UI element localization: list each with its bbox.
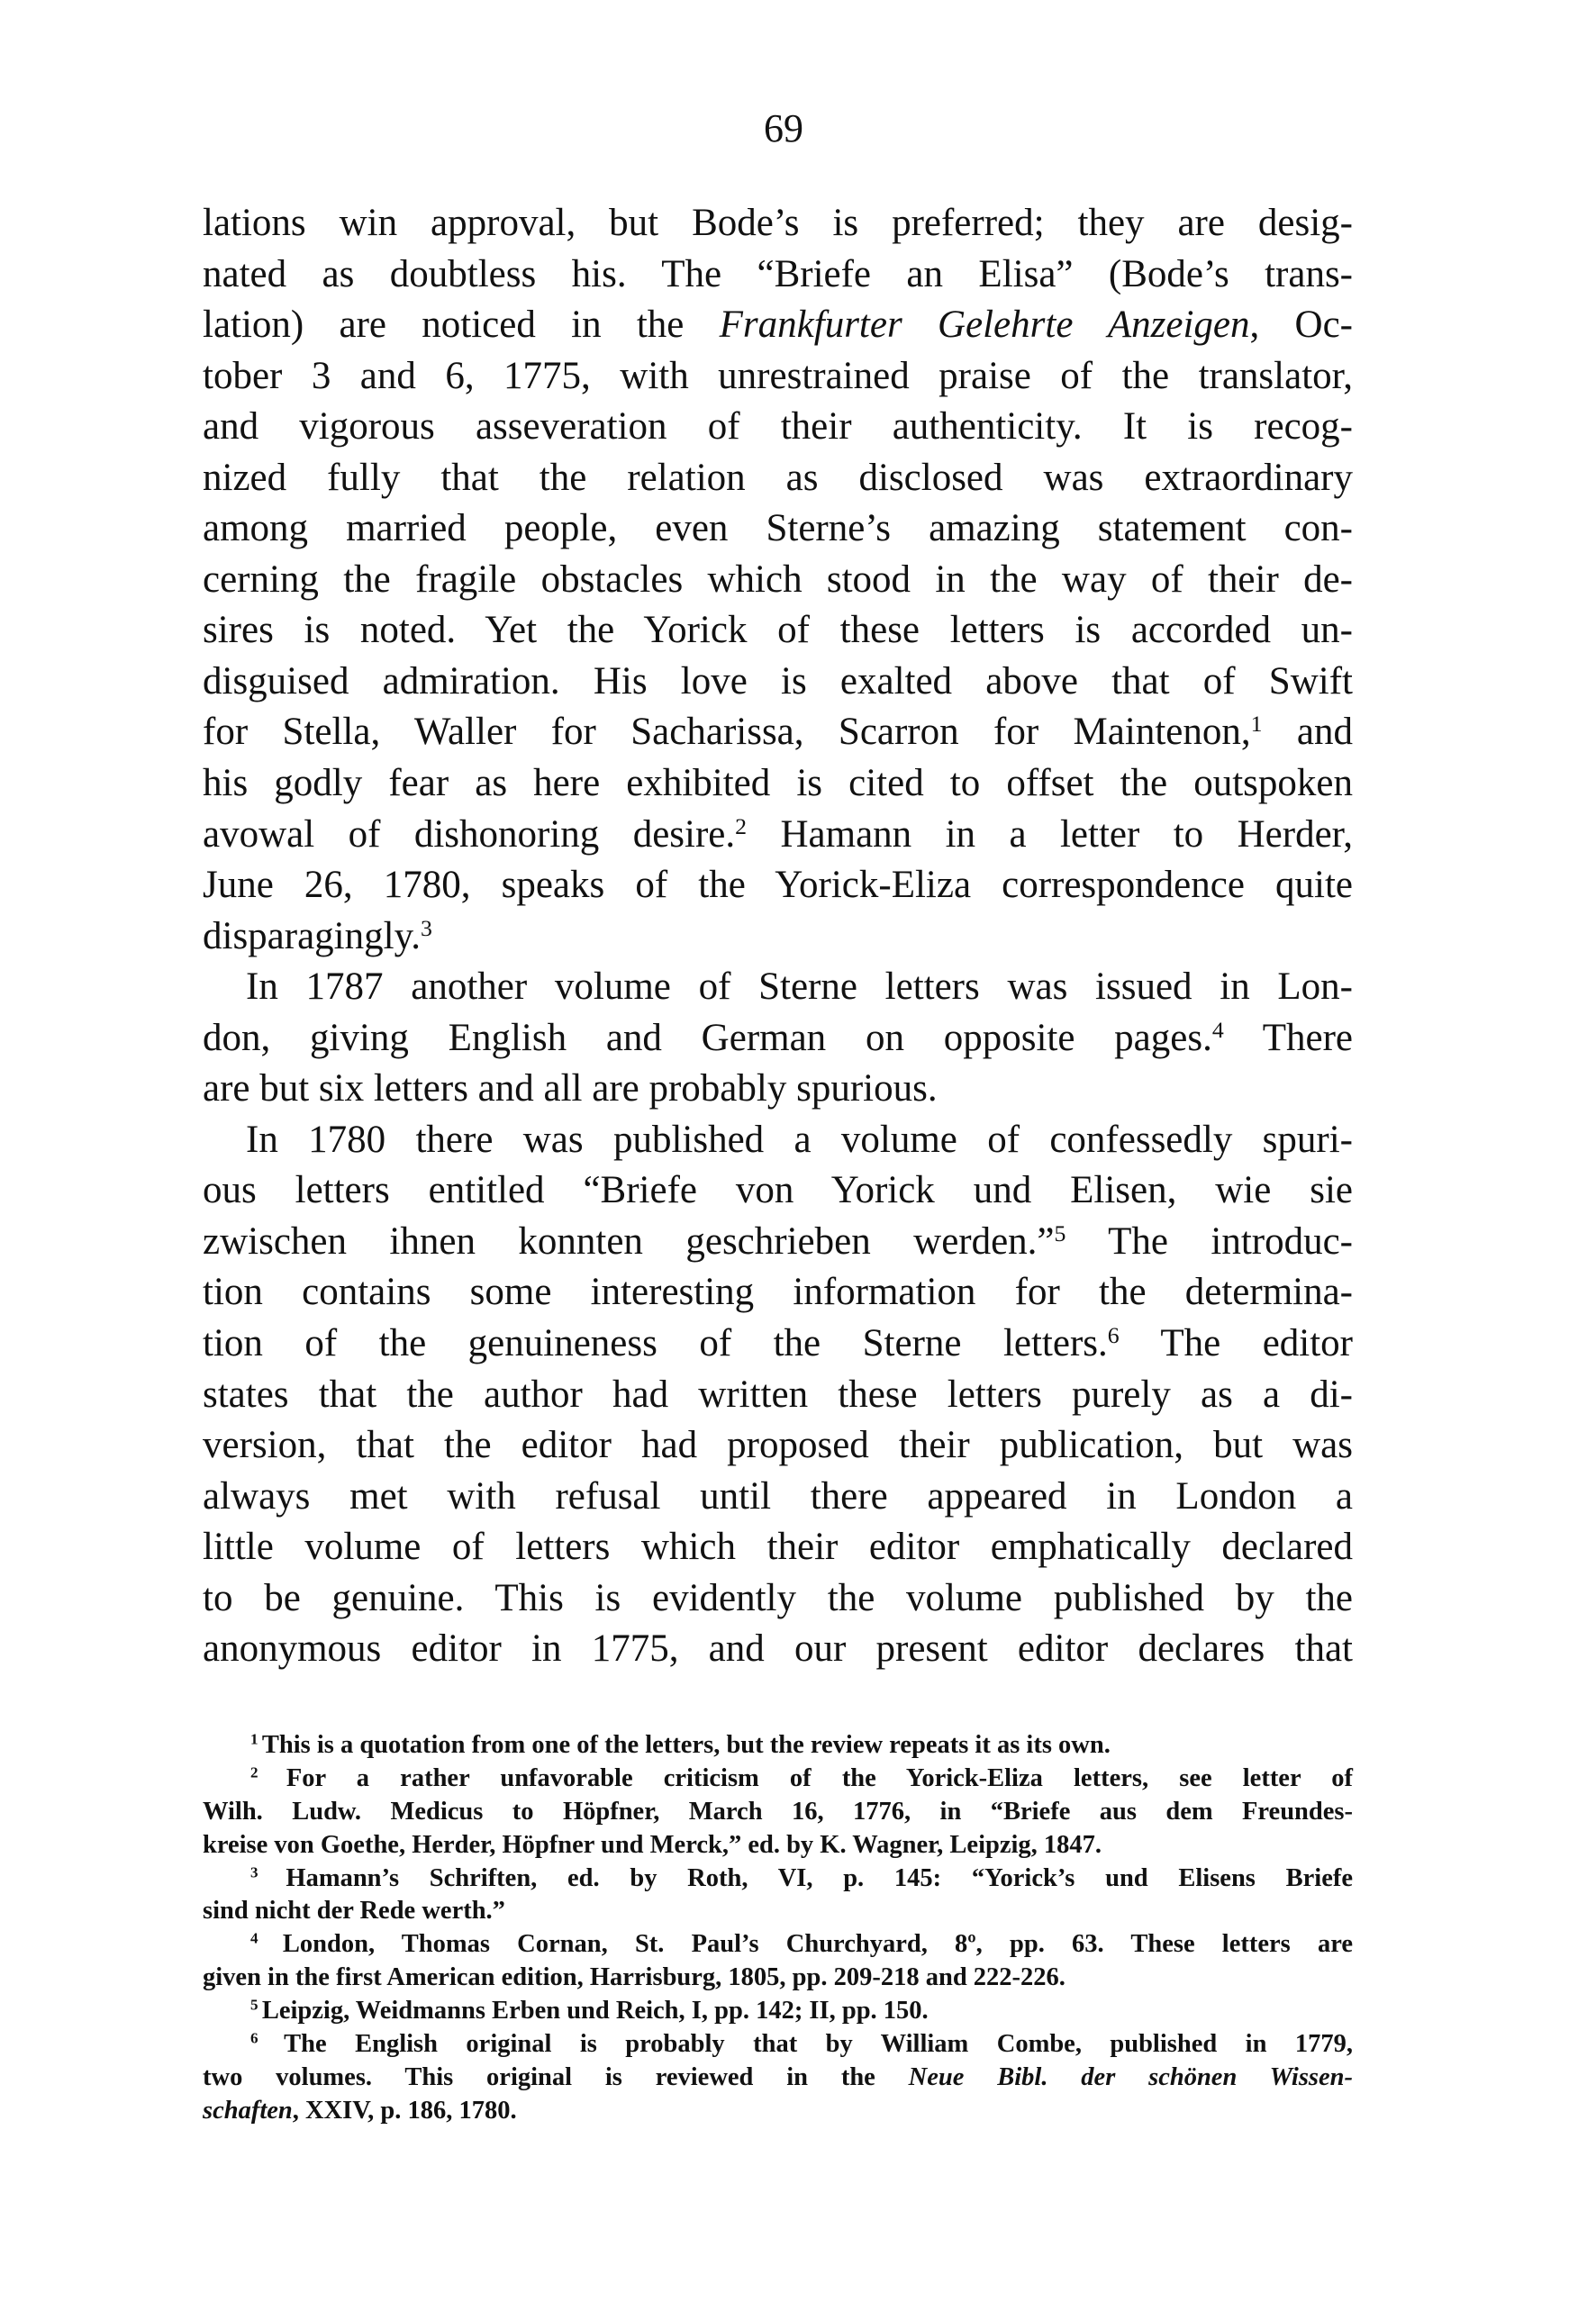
line-text: The introduc- (1066, 1219, 1353, 1263)
text-line (203, 453, 1353, 504)
line-text: sires is noted. Yet the Yorick of these letters is accorded un- (203, 609, 1353, 652)
line-text: for Stella, Waller for Sacharissa, Scarron for Maintenon, (203, 711, 1251, 754)
footnote-reference: 5 (1054, 1219, 1066, 1246)
text-line (203, 657, 1353, 708)
footnote-reference: 1 (1250, 711, 1263, 738)
text-line (203, 1370, 1353, 1421)
footnote-line (203, 1895, 1353, 1928)
text-line (203, 1267, 1353, 1319)
line-text: among married people, even Sterne’s amazing statement con- (203, 507, 1353, 550)
footnote-marker: 3 (250, 1863, 286, 1881)
footnote-marker: 4 (250, 1929, 283, 1947)
text-line (203, 1624, 1353, 1675)
line-text: and (1262, 711, 1353, 754)
footnote-reference: 4 (1211, 1016, 1224, 1043)
text-line (203, 707, 1353, 758)
footnotes (203, 1729, 1353, 2128)
line-text: Hamann’s Schriften, ed. by Roth, VI, p. 145: “Yorick’s und Elisens Briefe (286, 1863, 1353, 1892)
text-line (203, 605, 1353, 657)
line-text: Hamann in a letter to Herder, (747, 812, 1354, 856)
line-text: anonymous editor in 1775, and our present editor declares that (203, 1627, 1353, 1671)
line-text: zwischen ihnen konnten geschrieben werden.” (203, 1219, 1055, 1263)
line-text: his godly fear as here exhibited is cited to offset the outspoken (203, 762, 1353, 805)
text-line (203, 351, 1353, 403)
line-text: sind nicht der Rede werth.” (203, 1897, 505, 1926)
body-text (203, 198, 1353, 1675)
line-text: cerning the fragile obstacles which stood in the way of their de- (203, 557, 1353, 601)
footnote-line (203, 1729, 1353, 1763)
line-text: to be genuine. This is evidently the volume published by the (203, 1576, 1353, 1619)
line-text: June 26, 1780, speaks of the Yorick-Eliza correspondence quite (203, 864, 1353, 907)
line-text: kreise von Goethe, Herder, Höpfner und Merck,” ed. by K. Wagner, Leipzig, 1847. (203, 1830, 1102, 1859)
line-text: The English original is probably that by William Combe, published in 1779, (284, 2030, 1353, 2059)
line-text: nized fully that the relation as disclosed was extraordinary (203, 456, 1353, 499)
line-text: London, Thomas Cornan, St. Paul’s Churchyard, 8º, pp. 63. These letters are (282, 1930, 1353, 1959)
text-line (203, 1573, 1353, 1625)
text-line (203, 300, 1353, 351)
line-text: nated as doubtless his. The “Briefe an Elisa” (Bode’s trans- (203, 252, 1353, 295)
footnote-line (203, 2095, 1353, 2128)
text-line (203, 402, 1353, 453)
line-text: given in the first American edition, Harrisburg, 1805, pp. 209-218 and 222-226. (203, 1963, 1066, 1992)
line-text: avowal of dishonoring desire. (203, 812, 736, 856)
line-text: little volume of letters which their editor emphatically declared (203, 1526, 1353, 1569)
line-text: version, that the editor had proposed their publication, but was (203, 1424, 1353, 1467)
italic-title: Frankfurter Gelehrte Anzeigen (719, 304, 1250, 347)
footnote-line (203, 1962, 1353, 1995)
line-text: are but six letters and all are probably spurious. (203, 1067, 938, 1110)
line-text: There (1223, 1016, 1353, 1059)
footnote-line (203, 2062, 1353, 2095)
footnote-line (203, 1995, 1353, 2028)
line-text: lations win approval, but Bode’s is preferred; they are desig- (203, 202, 1353, 244)
footnote-marker: 6 (250, 2029, 285, 2047)
italic-title: Neue Bibl. der schönen Wissen- (908, 2062, 1353, 2091)
text-line (203, 962, 1353, 1013)
page-number: 69 (764, 106, 803, 150)
footnote-marker: 2 (250, 1763, 286, 1781)
line-text: The editor (1119, 1322, 1353, 1365)
line-text: In 1787 another volume of Sterne letters was issued in Lon- (246, 965, 1353, 1009)
text-line (203, 860, 1353, 911)
footnote-marker: 5 (250, 1996, 262, 2014)
text-line (203, 1013, 1353, 1065)
line-text: , Oc- (1249, 304, 1353, 347)
line-text: two volumes. This original is reviewed in the (203, 2062, 909, 2091)
text-line (203, 198, 1353, 249)
line-text: disguised admiration. His love is exalted above that of Swift (203, 659, 1353, 702)
text-line (203, 1522, 1353, 1573)
line-text: states that the author had written these letters purely as a di- (203, 1373, 1353, 1416)
text-line (203, 1064, 1353, 1115)
line-text: tober 3 and 6, 1775, with unrestrained praise of the translator, (203, 354, 1353, 397)
line-text: Wilh. Ludw. Medicus to Höpfner, March 16, 1776, in “Briefe aus dem Freundes- (203, 1797, 1353, 1826)
text-line (203, 810, 1353, 861)
line-text: For a rather unfavorable criticism of the Yorick-Eliza letters, see letter of (286, 1763, 1353, 1792)
text-line (203, 758, 1353, 810)
line-text: In 1780 there was published a volume of confessedly spuri- (246, 1118, 1353, 1161)
text-line (203, 555, 1353, 606)
line-text: always met with refusal until there appeared in London a (203, 1474, 1353, 1518)
line-text: tion contains some interesting information for the determina- (203, 1271, 1353, 1314)
text-line (203, 1115, 1353, 1166)
footnote-line (203, 1763, 1353, 1796)
line-text: and vigorous asseveration of their authenticity. It is recog- (203, 405, 1353, 449)
line-text: , XXIV, p. 186, 1780. (292, 2096, 517, 2125)
text-line (203, 1319, 1353, 1370)
footnote-line (203, 1829, 1353, 1862)
line-text: disparagingly. (203, 914, 422, 957)
italic-title: schaften (203, 2096, 293, 2125)
footnote-reference: 6 (1107, 1321, 1120, 1348)
footnote-line (203, 2028, 1353, 2062)
text-line (203, 911, 1353, 963)
line-text: ous letters entitled “Briefe von Yorick und Elisen, wie sie (203, 1169, 1353, 1212)
line-text: lation) are noticed in the (203, 304, 720, 347)
footnote-reference: 3 (421, 914, 432, 941)
text-line (203, 1165, 1353, 1217)
text-line (203, 1472, 1353, 1523)
text-line (203, 1420, 1353, 1472)
line-text: don, giving English and German on opposite pages. (203, 1016, 1212, 1059)
text-line (203, 249, 1353, 301)
footnote-line (203, 1928, 1353, 1962)
text-line (203, 1217, 1353, 1268)
line-text: Leipzig, Weidmanns Erben und Reich, I, pp. 142; II, pp. 150. (261, 1997, 929, 2026)
text-line (203, 503, 1353, 555)
line-text: tion of the genuineness of the Sterne letters. (203, 1322, 1108, 1365)
line-text: This is a quotation from one of the letters, but the review repeats it as its own. (261, 1731, 1111, 1759)
footnote-line (203, 1796, 1353, 1829)
footnote-line (203, 1862, 1353, 1896)
footnote-reference: 2 (735, 812, 748, 839)
footnote-marker: 1 (250, 1730, 262, 1748)
